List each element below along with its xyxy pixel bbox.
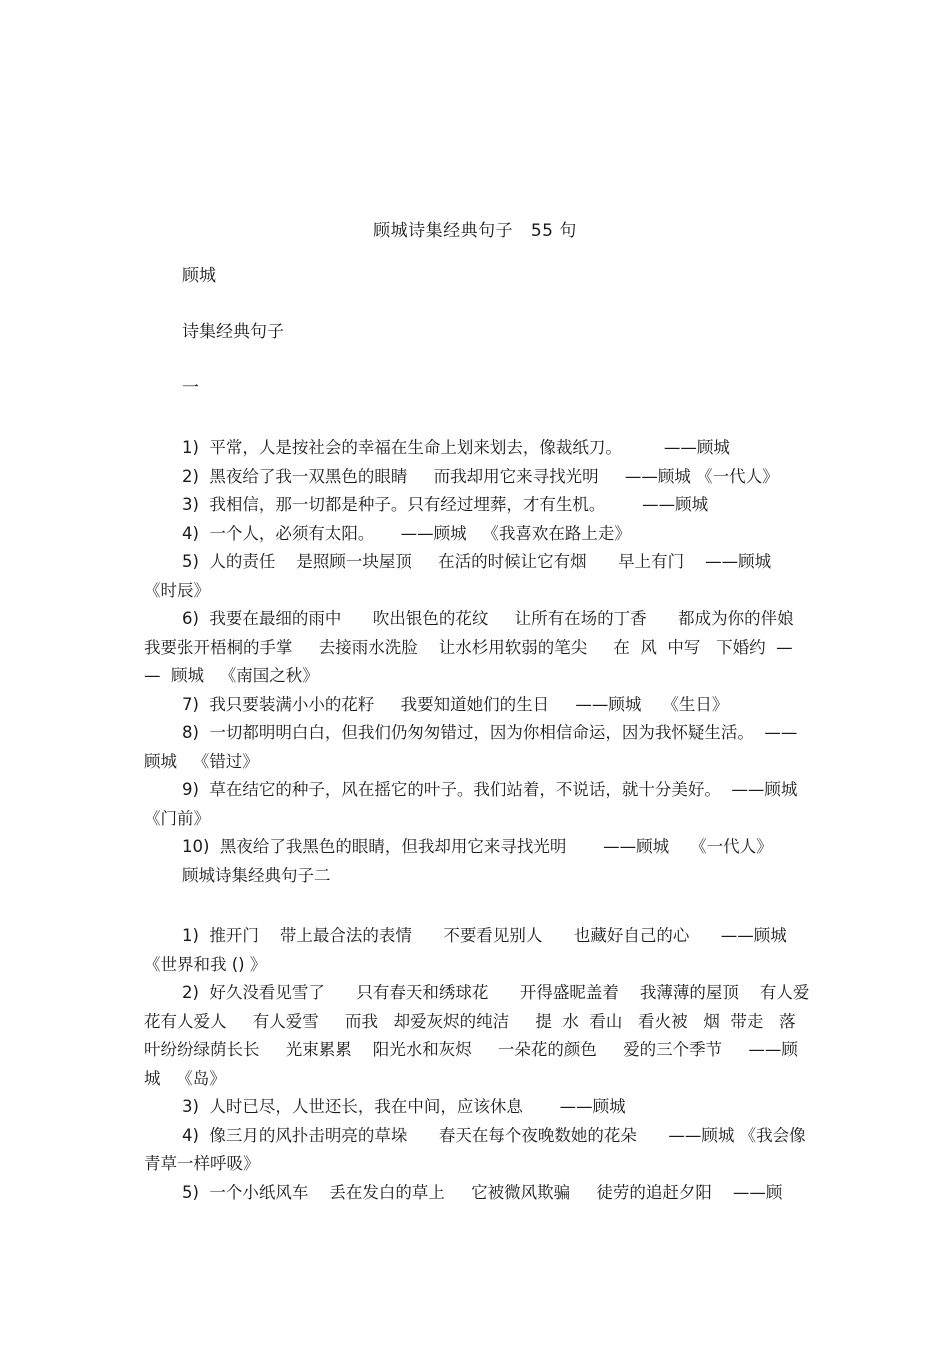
list-item: 10) 黑夜给了我黑色的眼睛，但我却用它来寻找光明 ——顾城 《一代人》 — [182, 837, 773, 856]
list-item: 8) 一切都明明白白，但我们仍匆匆错过，因为你相信命运，因为我怀疑生活。 ——顾城 《错过》 — [144, 723, 798, 771]
section-two-heading: 顾城诗集经典句子二 — [182, 865, 331, 885]
list-item: 4) 一个人，必须有太阳。 ——顾城 《我喜欢在路上走》 — [182, 523, 631, 543]
list-item: 6) 我要在最细的雨中 吹出银色的花纹 让所有在场的丁香 都成为你的伴娘 我要张开梧桐的手掌 去接雨水洗脸 让水杉用软弱的笔尖 在 风 中写 下婚约 — — 顾城 《南国之秋》 — [144, 609, 805, 685]
document-title: 顾城诗集经典句子 55 句 — [373, 221, 577, 241]
section-one-list — [144, 434, 819, 890]
list-item: 1) 平常，人是按社会的幸福在生命上划来划去，像裁纸刀。 ——顾城 — [182, 438, 730, 457]
subtitle-line: 诗集经典句子 — [182, 322, 284, 342]
list-item: 9) 草在结它的种子，风在摇它的叶子。我们站着，不说话，就十分美好。 ——顾城 《门前》 — [144, 780, 819, 828]
section-two-list — [144, 922, 810, 1207]
list-item: 5) 人的责任 是照顾一块屋顶 在活的时候让它有烟 早上有门 ——顾城 《时辰》 — [144, 552, 782, 600]
list-item: 5) 一个小纸风车 丢在发白的草上 它被微风欺骗 徒劳的追赶夕阳 ——顾 — [182, 1182, 783, 1202]
author-line: 顾城 — [182, 266, 216, 286]
list-item: 4) 像三月的风扑击明亮的草垛 春天在每个夜晚数她的花朵 ——顾城 《我会像青草一样呼吸》 — [144, 1125, 806, 1173]
list-item: 3) 我相信，那一切都是种子。只有经过埋葬，才有生机。 ——顾城 — [182, 495, 709, 514]
list-item: 2) 好久没看见雪了 只有春天和绣球花 开得盛昵盖着 我薄薄的屋顶 有人爱花有人爱人 有人爱雪 而我 却爱灰烬的纯洁 提 水 看山 看火被 烟 带走 落叶纷纷绿荫长长 光束累累 阳光水和灰烬 一朵花的颜色 爱的三个季节 ——顾城 《岛》 — [144, 983, 810, 1088]
list-item: 1) 推开门 带上最合法的表情 不要看见别人 也藏好自己的心 ——顾城 《世界和我 () 》 — [144, 926, 798, 974]
list-item: 3) 人时已尽，人世还长，我在中间，应该休息 ——顾城 — [182, 1097, 626, 1116]
list-item: 2) 黑夜给了我一双黑色的眼睛 而我却用它来寻找光明 ——顾城 《一代人》 — [182, 466, 779, 486]
list-item: 7) 我只要装满小小的花籽 我要知道她们的生日 ——顾城 《生日》 — [182, 694, 729, 714]
section-one-mark: 一 — [182, 378, 199, 398]
